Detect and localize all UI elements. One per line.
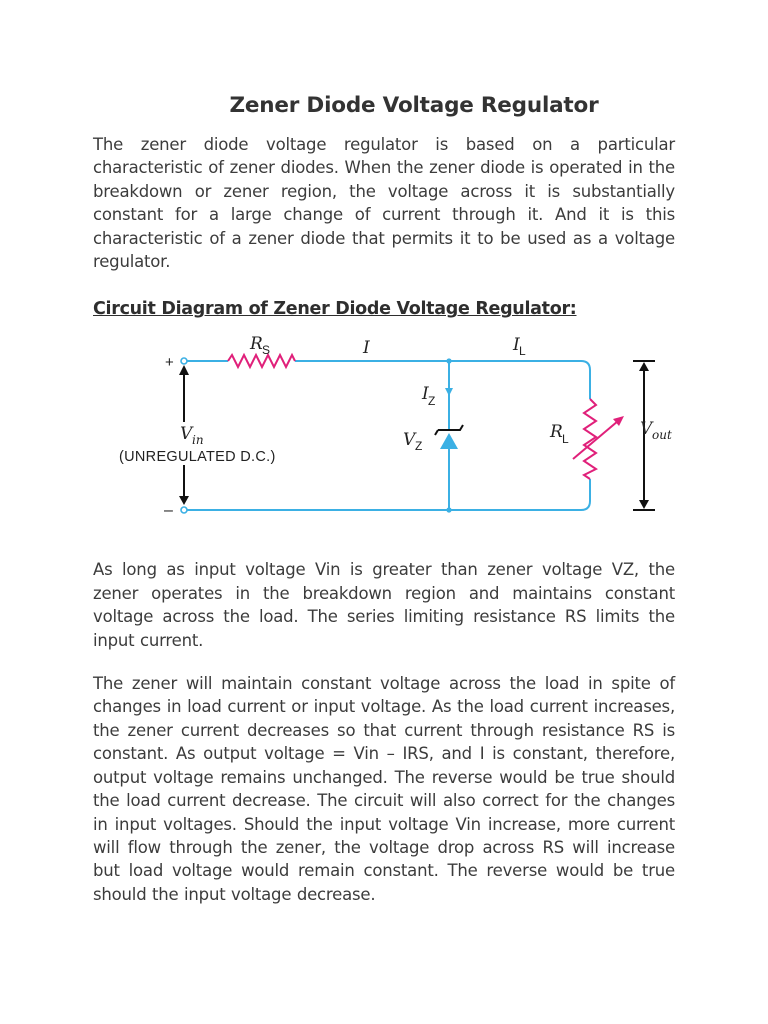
iz-arrow-icon — [445, 388, 453, 396]
input-terminal-bottom — [181, 507, 187, 513]
load-resistor-rl — [573, 399, 624, 479]
paragraph-vin-vz: As long as input voltage Vin is greater than zener voltage VZ, the zener operates in the breakdown region and maintains constant voltage across the load. The series limiting resistance RS limits the input current. — [93, 560, 675, 650]
plus-label: + — [165, 354, 174, 372]
page-title: Zener Diode Voltage Regulator — [229, 93, 599, 118]
input-terminal-top — [181, 358, 187, 364]
document-page — [93, 88, 675, 906]
circuit-diagram-heading: Circuit Diagram of Zener Diode Voltage Regulator: — [93, 299, 577, 320]
rs-label: R — [250, 334, 263, 355]
vin-subscript: in — [192, 433, 204, 448]
il-label: I — [513, 335, 520, 356]
iz-subscript: Z — [428, 394, 436, 409]
intro-paragraph: The zener diode voltage regulator is based on a particular characteristic of zener diodes. When the zener diode is operated in the breakdown or zener region, the voltage across it is substantially constant for a large change of current through it. And it is this characteristic of a zener diode that permits it to be used as a voltage regulator. — [93, 135, 675, 272]
junction-bottom — [446, 508, 451, 513]
vz-subscript: Z — [415, 439, 423, 454]
unregulated-dc-label: (UNREGULATED D.C.) — [119, 449, 276, 466]
paragraph-regulation: The zener will maintain constant voltage across the load in spite of changes in load current or input voltage. As the load current increases, the zener current decreases so that current through resistance RS is constant. As output voltage = Vin – IRS, and I is constant, therefore, output voltage remains unchanged. The reverse would be true should the load current decrease. The circuit will also correct for the changes in input voltages. Should the input voltage Vin increase, more current will flow through the zener, the voltage drop across RS will increase but load voltage would remain constant. The reverse would be true should the input voltage decrease. — [93, 674, 675, 904]
iz-label: I — [422, 384, 429, 405]
i-label: I — [363, 338, 370, 359]
vin-label: V — [180, 424, 193, 445]
il-subscript: L — [519, 344, 526, 359]
rl-label: R — [550, 422, 563, 443]
junction-top — [446, 359, 451, 364]
circuit-diagram — [93, 333, 675, 533]
rl-subscript: L — [562, 432, 569, 447]
load-wire-bottom — [581, 479, 590, 510]
vout-label: V — [640, 419, 653, 440]
circuit-wires — [184, 361, 590, 510]
vout-subscript: out — [652, 428, 672, 443]
rs-subscript: S — [262, 343, 271, 358]
vz-label: V — [403, 430, 416, 451]
minus-label: – — [164, 502, 173, 520]
top-wire-right — [295, 361, 590, 399]
